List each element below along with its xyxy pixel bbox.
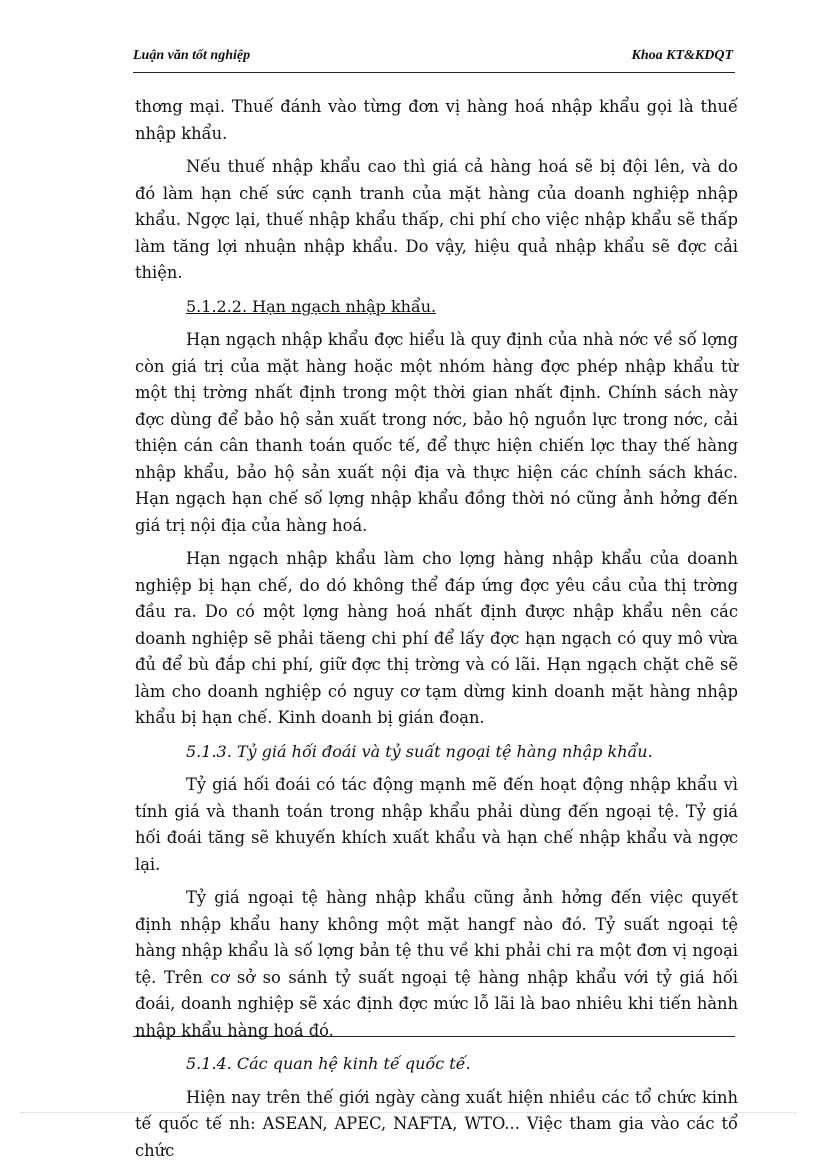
footer-rule — [133, 1036, 735, 1037]
section-heading: 5.1.2.2. Hạn ngạch nhập khẩu. — [186, 296, 437, 316]
paragraph: Hạn ngạch nhập khẩu làm cho lợng hàng nhập khẩu của doanh nghiệp bị hạn chế, do dó không thể đáp ứng đợc yêu cầu của thị trờng đầu ra. Do có một lợng hàng hoá nhất định được nhập khẩu nên các doanh nghiệp sẽ phải tăeng chi phí để lấy đợc hạn ngạch có quy mô vừa đủ để bù đắp chi phí, giữ đợc thị trờng và có lãi. Hạn ngạch chặt chẽ sẽ làm cho doanh nghiệp có nguy cơ tạm dừng kinh doanh mặt hàng nhập khẩu bị hạn chế. Kinh doanh bị gián đoạn. — [135, 549, 738, 727]
paragraph: thơng mại. Thuế đánh vào từng đơn vị hàng hoá nhập khẩu gọi là thuế nhập khẩu. — [135, 97, 738, 143]
paragraph: Nếu thuế nhập khẩu cao thì giá cả hàng hoá sẽ bị đội lên, và do đó làm hạn chế sức cạnh tranh của mặt hàng của doanh nghiệp nhập khẩu. Ngợc lại, thuế nhập khẩu thấp, chi phí cho việc nhập khẩu sẽ thấp làm tăng lợi nhuận nhập khẩu. Do vậy, hiệu quả nhập khẩu sẽ đợc cải thiện. — [135, 157, 738, 282]
paragraph: Hiện nay trên thế giới ngày càng xuất hiện nhiều các tổ chức kinh tế quốc tế nh: ASEAN, APEC, NAFTA, WTO... Việc tham gia vào các tổ chức — [135, 1087, 738, 1160]
section-heading: 5.1.4. Các quan hệ kinh tế quốc tế. — [186, 1054, 471, 1073]
paragraph: Hạn ngạch nhập khẩu đợc hiểu là quy định của nhà nớc về số lợng còn giá trị của mặt hàng hoặc một nhóm hàng đợc phép nhập khẩu từ một thị trờng nhất định trong một thời gian nhất định. Chính sách này đợc dùng để bảo hộ sản xuất trong nớc, bảo hộ nguồn lực trong nớc, cải thiện cán cân thanh toán quốc tế, để thực hiện chiến lợc thay thế hàng nhập khẩu, bảo hộ sản xuất nội địa và thực hiện các chính sách khác. Hạn ngạch hạn chế số lợng nhập khẩu đồng thời nó cũng ảnh hởng đến giá trị nội địa của hàng hoá. — [135, 330, 738, 535]
paragraph: Tỷ giá hối đoái có tác động mạnh mẽ đến hoạt động nhập khẩu vì tính giá và thanh toán trong nhập khẩu phải dùng đến ngoại tệ. Tỷ giá hối đoái tăng sẽ khuyến khích xuất khẩu và hạn chế nhập khẩu và ngợc lại. — [135, 775, 738, 874]
page-edge-dotted-line — [20, 1112, 796, 1113]
header-rule — [133, 72, 735, 73]
header-thesis-label: Luận văn tốt nghiệp — [133, 48, 251, 63]
section-heading: 5.1.3. Tỷ giá hối đoái và tỷ suất ngoại tệ hàng nhập khẩu. — [186, 741, 653, 761]
paragraph: Tỷ giá ngoại tệ hàng nhập khẩu cũng ảnh hởng đến việc quyết định nhập khẩu hany không một mặt hangf nào đó. Tỷ suất ngoại tệ hàng nhập khẩu là số lợng bản tệ thu về khi phải chi ra một đơn vị ngoại tệ. Trên cơ sở so sánh tỷ suất ngoại tệ hàng nhập khẩu với tỷ giá hối đoái, doanh nghiệp sẽ xác định đợc mức lỗ lãi là bao nhiêu khi tiến hành nhập khẩu hàng hoá đó. — [135, 888, 738, 1040]
document-body — [135, 94, 738, 1171]
page-header — [133, 48, 733, 70]
header-faculty-label: Khoa KT&KDQT — [631, 48, 733, 63]
